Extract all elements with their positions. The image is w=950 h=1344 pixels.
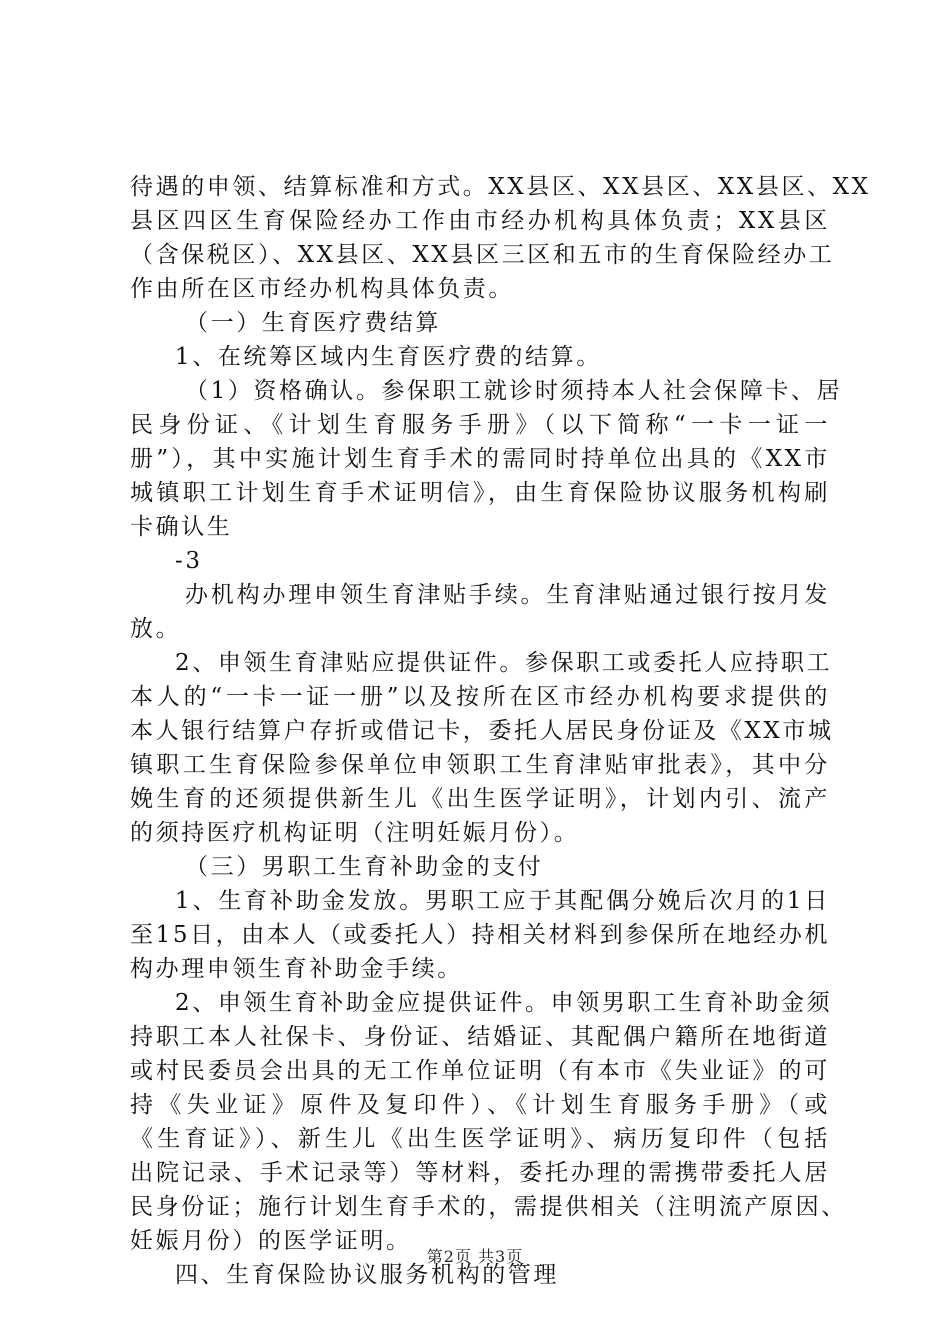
text-line: 2、申领生育津贴应提供证件。参保职工或委托人应持职工 xyxy=(175,650,833,676)
text-line: 办机构办理申领生育津贴手续。生育津贴通过银行按月发 xyxy=(185,582,830,608)
text-line: 待遇的申领、结算标准和方式。XX县区、XX县区、XX县区、XX xyxy=(130,174,871,200)
text-line: 民身份证；施行计划生育手术的，需提供相关（注明流产原因、 xyxy=(130,1194,847,1220)
text-line: （1）资格确认。参保职工就诊时须持本人社会保障卡、居 xyxy=(185,378,843,404)
text-line: 娩生育的还须提供新生儿《出生医学证明》，计划内引、流产 xyxy=(130,786,830,812)
text-line: 持《失业证》原件及复印件）、《计划生育服务手册》（或 xyxy=(130,1092,830,1118)
text-line: 至15日，由本人（或委托人）持相关材料到参保所在地经办机 xyxy=(130,922,831,948)
text-line: 本人银行结算户存折或借记卡，委托人居民身份证及《XX市城 xyxy=(130,718,834,744)
text-line: 或村民委员会出具的无工作单位证明（有本市《失业证》的可 xyxy=(130,1058,830,1084)
text-line: 1、生育补助金发放。男职工应于其配偶分娩后次月的1日 xyxy=(175,888,830,914)
page-break-marker: -3 xyxy=(175,548,203,574)
text-line: 《生育证》）、新生儿《出生医学证明》、病历复印件（包括 xyxy=(130,1126,830,1152)
text-line: 县区四区生育保险经办工作由市经办机构具体负责；XX县区 xyxy=(130,208,830,234)
document-body xyxy=(130,170,871,1292)
text-line: 本人的“一卡一证一册”以及按所在区市经办机构要求提供的 xyxy=(130,684,830,710)
text-line: 放。 xyxy=(130,616,182,642)
text-line: 出院记录、手术记录等）等材料，委托办理的需携带委托人居 xyxy=(130,1160,830,1186)
section-heading: （三）男职工生育补助金的支付 xyxy=(185,854,544,880)
text-line: 妊娠月份）的医学证明。 xyxy=(130,1228,412,1254)
text-line: 的须持医疗机构证明（注明妊娠月份）。 xyxy=(130,820,580,846)
text-line: 1、在统筹区域内生育医疗费的结算。 xyxy=(175,344,602,370)
section-heading: （一）生育医疗费结算 xyxy=(185,310,441,336)
text-line: 民身份证、《计划生育服务手册》（以下简称“一卡一证一 xyxy=(130,412,830,438)
page-number-footer: 第2页 共3页 xyxy=(426,1247,524,1266)
text-line: 卡确认生 xyxy=(130,514,233,540)
section-heading: 四、生育保险协议服务机构的管理 xyxy=(175,1262,559,1288)
text-line: 册”），其中实施计划生育手术的需同时持单位出具的《XX市 xyxy=(130,446,830,472)
text-line: 构办理申领生育补助金手续。 xyxy=(130,956,463,982)
text-line: （含保税区）、XX县区、XX县区三区和五市的生育保险经办工 xyxy=(130,242,835,268)
text-line: 城镇职工计划生育手术证明信》，由生育保险协议服务机构刷 xyxy=(130,480,830,506)
text-line: 作由所在区市经办机构具体负责。 xyxy=(130,276,514,302)
text-line: 2、申领生育补助金应提供证件。申领男职工生育补助金须 xyxy=(175,990,833,1016)
text-line: 持职工本人社保卡、身份证、结婚证、其配偶户籍所在地街道 xyxy=(130,1024,830,1050)
text-line: 镇职工生育保险参保单位申领职工生育津贴审批表》，其中分 xyxy=(130,752,830,778)
